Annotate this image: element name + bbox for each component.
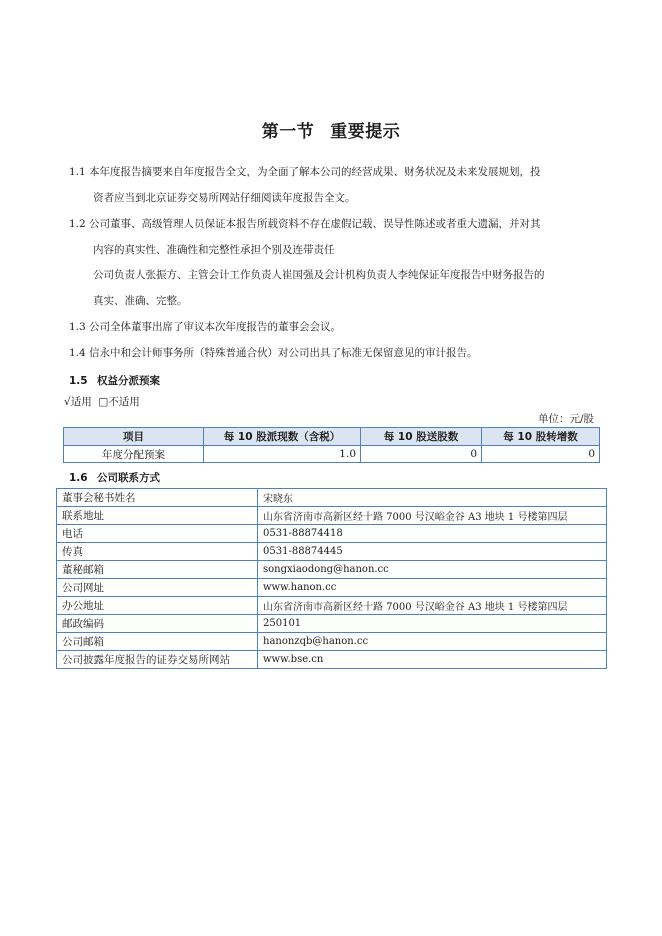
- contact-value: 宋晓东: [258, 489, 607, 507]
- contact-value: www.hanon.cc: [258, 579, 607, 597]
- section-number: 第一节: [261, 122, 315, 142]
- page-title: [0, 117, 662, 142]
- header-capitalization: 每 10 股转增数: [482, 428, 600, 446]
- contact-label: 公司网址: [57, 579, 258, 597]
- header-bonus-shares: 每 10 股送股数: [361, 428, 482, 446]
- contact-label: 传真: [57, 543, 258, 561]
- contact-label: 办公地址: [57, 597, 258, 615]
- item-1-1-line-1: 1.1 本年度报告摘要来自年度报告全文，为全面了解本公司的经营成果、财务状况及未来发展规划，投: [69, 166, 541, 178]
- table-row: [64, 446, 600, 463]
- contact-value: 0531-88874418: [258, 525, 607, 543]
- contact-value: hanonzqb@hanon.cc: [258, 633, 607, 651]
- bonus-shares-value: 0: [361, 446, 482, 463]
- section-name: 重要提示: [330, 122, 401, 142]
- row-label: 年度分配预案: [64, 446, 204, 463]
- table-row: [57, 633, 607, 651]
- contact-value: 山东省济南市高新区经十路 7000 号汉峪金谷 A3 地块 1 号楼第四层: [258, 507, 607, 525]
- applicability-options: [64, 394, 140, 409]
- contact-value: 0531-88874445: [258, 543, 607, 561]
- contact-label: 公司邮箱: [57, 633, 258, 651]
- table-row: [57, 561, 607, 579]
- item-1-2-line-2: 内容的真实性、准确性和完整性承担个别及连带责任: [93, 244, 335, 256]
- item-1-1-line-2: 资者应当到北京证券交易所网站仔细阅读年度报告全文。: [93, 192, 356, 204]
- contact-label: 联系地址: [57, 507, 258, 525]
- item-1-2-line-3: 公司负责人张振方、主管会计工作负责人崔国强及会计机构负责人李纯保证年度报告中财务报告的: [93, 269, 545, 281]
- dividend-table-header: [64, 428, 600, 446]
- contact-label: 电话: [57, 525, 258, 543]
- not-applicable-unchecked: □不适用: [98, 396, 140, 408]
- header-cash: 每 10 股派现数（含税）: [204, 428, 361, 446]
- table-row: [57, 543, 607, 561]
- contact-value: 250101: [258, 615, 607, 633]
- item-1-3: 1.3 公司全体董事出席了审议本次年度报告的董事会会议。: [69, 321, 342, 333]
- contact-label: 董事会秘书姓名: [57, 489, 258, 507]
- contact-label: 公司披露年度报告的证券交易所网站: [57, 651, 258, 669]
- table-row: [57, 651, 607, 669]
- contact-label: 董秘邮箱: [57, 561, 258, 579]
- section-1-6-heading: 1.6 公司联系方式: [69, 472, 160, 484]
- table-row: [57, 525, 607, 543]
- item-1-2-line-4: 真实、准确、完整。: [93, 295, 188, 307]
- table-row: [57, 579, 607, 597]
- contact-label: 邮政编码: [57, 615, 258, 633]
- contact-value: 山东省济南市高新区经十路 7000 号汉峪金谷 A3 地块 1 号楼第四层: [258, 597, 607, 615]
- item-1-2-line-1: 1.2 公司董事、高级管理人员保证本报告所载资料不存在虚假记载、误导性陈述或者重大遗漏，并对其: [69, 218, 541, 230]
- table-row: [57, 507, 607, 525]
- applicable-checked: √适用: [64, 396, 92, 408]
- dividend-table: [63, 427, 600, 463]
- table-row: [57, 615, 607, 633]
- contact-value: www.bse.cn: [258, 651, 607, 669]
- header-item: 项目: [64, 428, 204, 446]
- contact-table: [56, 488, 607, 669]
- cash-value: 1.0: [204, 446, 361, 463]
- section-1-5-heading: 1.5 权益分派预案: [69, 375, 160, 387]
- item-1-4: 1.4 信永中和会计师事务所（特殊普通合伙）对公司出具了标准无保留意见的审计报告。: [69, 347, 478, 359]
- contact-value: songxiaodong@hanon.cc: [258, 561, 607, 579]
- table-row: [57, 489, 607, 507]
- table-row: [57, 597, 607, 615]
- unit-label: 单位：元/股: [537, 413, 594, 425]
- capitalization-value: 0: [482, 446, 600, 463]
